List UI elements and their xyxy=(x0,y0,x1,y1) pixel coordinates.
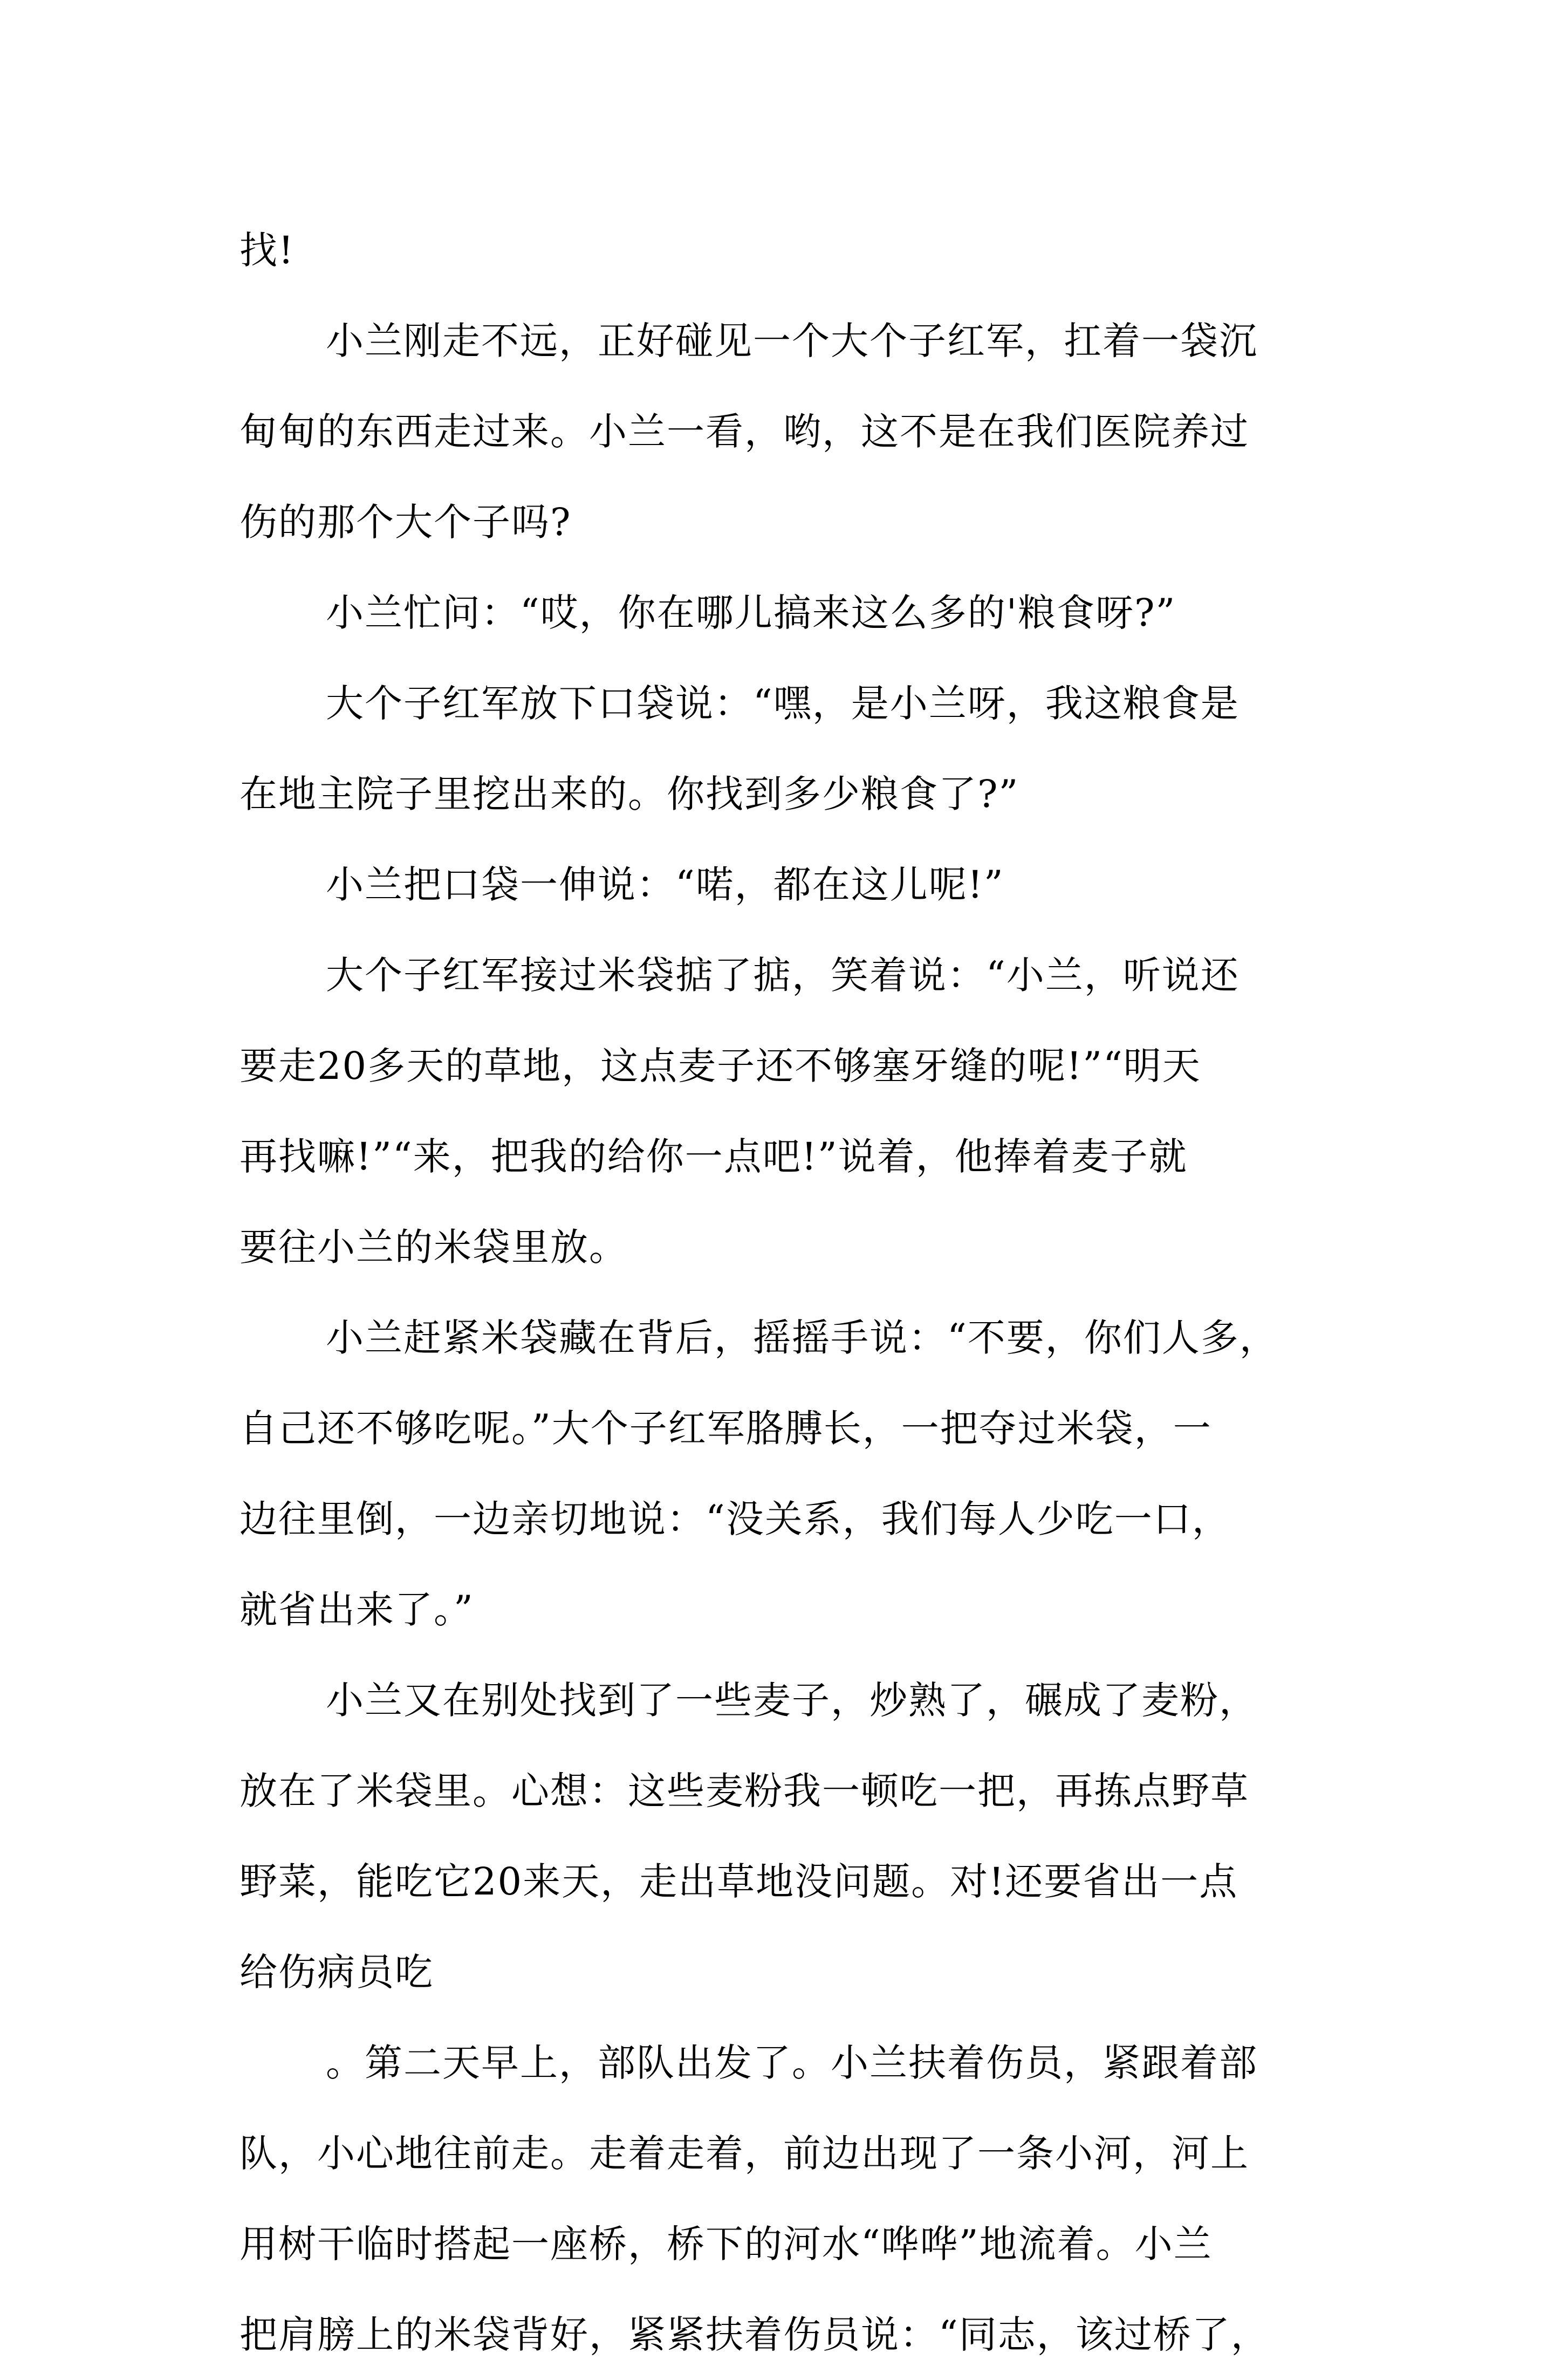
text-line: 就省出来了。” xyxy=(239,1588,474,1632)
text-line: 野菜，能吃它20来天，走出草地没问题。对!还要省出一点 xyxy=(239,1859,1238,1904)
text-line: 用树干临时搭起一座桥，桥下的河水“哗哗”地流着。小兰 xyxy=(239,2222,1213,2266)
text-line: 边往里倒，一边亲切地说：“没关系，我们每人少吃一口， xyxy=(239,1497,1231,1541)
text-line: 自己还不够吃呢。”大个子红军胳膊长，一把夺过米袋，一 xyxy=(239,1406,1212,1451)
text-line: 放在了米袋里。心想：这些麦粉我一顿吃一把，再拣点野草 xyxy=(239,1769,1249,1813)
text-line: 给伤病员吃 xyxy=(239,1950,434,1994)
text-line: 甸甸的东西走过来。小兰一看，哟，这不是在我们医院养过 xyxy=(239,409,1249,454)
text-line: 小兰忙问：“哎，你在哪儿搞来这么多的'粮食呀?” xyxy=(326,591,1176,635)
text-line: 再找嘛!”“来，把我的给你一点吧!”说着，他捧着麦子就 xyxy=(239,1134,1188,1179)
text-line: 小兰又在别处找到了一些麦子，炒熟了，碾成了麦粉， xyxy=(326,1678,1258,1722)
text-line: 大个子红军放下口袋说：“嘿，是小兰呀，我这粮食是 xyxy=(326,681,1240,726)
text-line: 要走20多天的草地，这点麦子还不够塞牙缝的呢!”“明天 xyxy=(239,1044,1201,1088)
text-line: 小兰把口袋一伸说：“喏，都在这儿呢!” xyxy=(326,863,1004,907)
text-line: 在地主院子里挖出来的。你找到多少粮食了?” xyxy=(239,772,1019,816)
text-line: 。第二天早上，部队出发了。小兰扶着伤员，紧跟着部 xyxy=(326,2041,1258,2085)
text-line: 伤的那个大个子吗? xyxy=(239,500,572,544)
text-line: 小兰赶紧米袋藏在背后，摇摇手说：“不要，你们人多， xyxy=(326,1316,1278,1360)
text-line: 找! xyxy=(239,228,295,272)
text-line: 要往小兰的米袋里放。 xyxy=(239,1225,628,1269)
text-line: 队，小心地往前走。走着走着，前边出现了一条小河，河上 xyxy=(239,2131,1249,2176)
body-text xyxy=(239,205,1340,2380)
text-line: 把肩膀上的米袋背好，紧紧扶着伤员说：“同志，该过桥了， xyxy=(239,2313,1270,2357)
text-line: 小兰刚走不远，正好碰见一个大个子红军，扛着一袋沉 xyxy=(326,319,1258,363)
text-line: 大个子红军接过米袋掂了掂，笑着说：“小兰，听说还 xyxy=(326,953,1240,997)
